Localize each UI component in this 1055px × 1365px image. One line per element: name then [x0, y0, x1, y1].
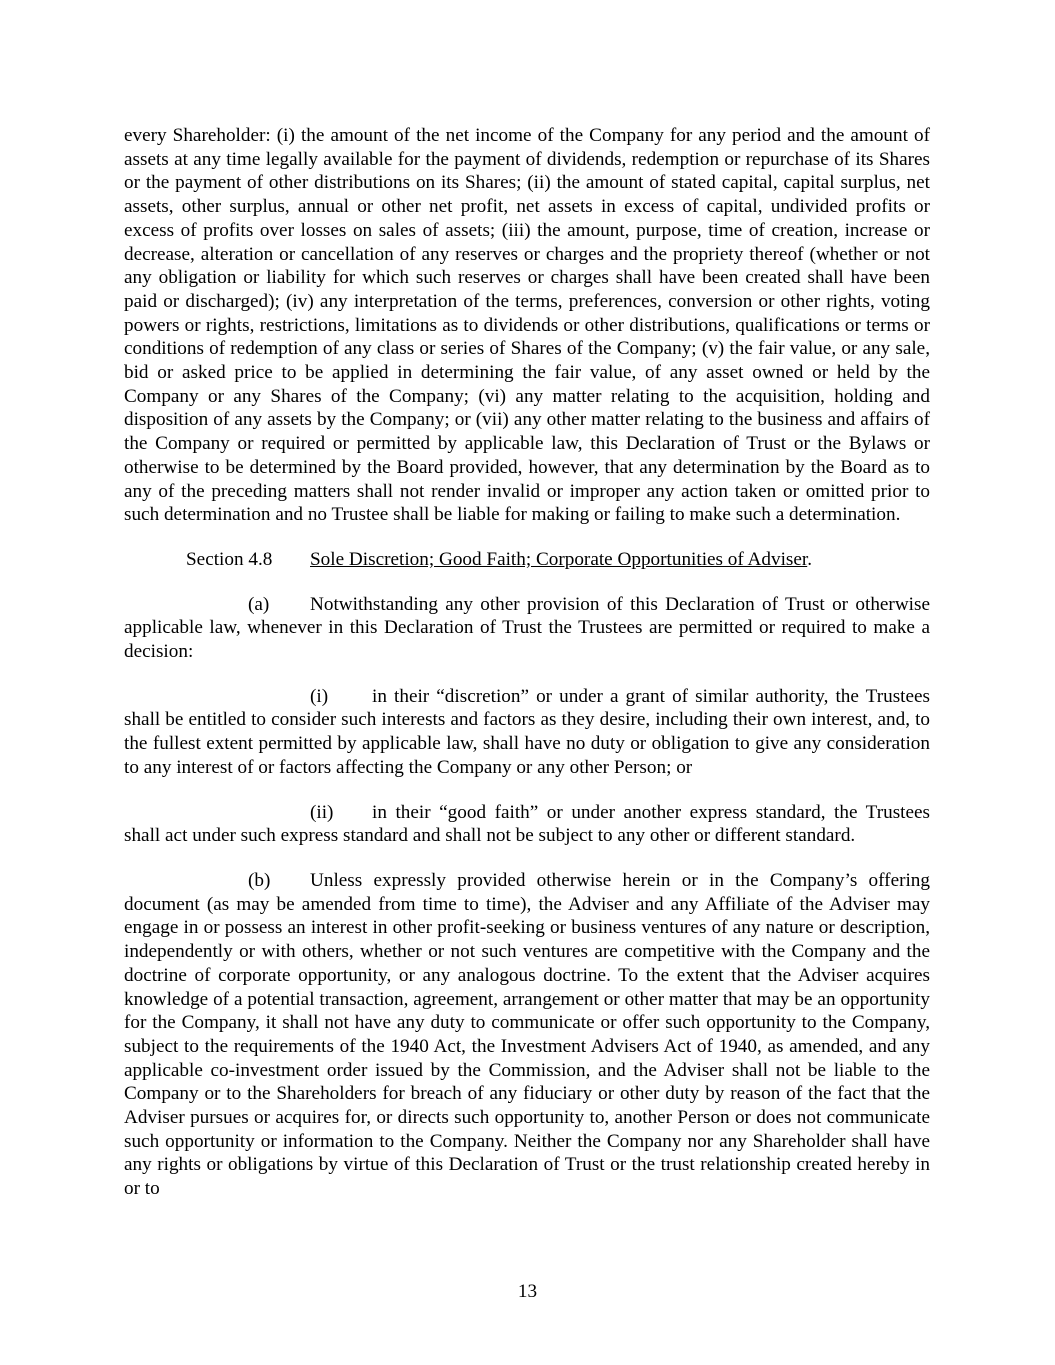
clause-a-text: Notwithstanding any other provision of this Declaration of Trust or otherwise applicable law, whenever in this Declaration of Trust the Trustees are permitted or required to make a decision:: [124, 593, 930, 663]
intro-paragraph: every Shareholder: (i) the amount of the net income of the Company for any period and the amount of assets at any time legally available for the payment of dividends, redemption or repurchase of its Shares or the payment of other distributions on its Shares; (ii) the amount of stated capital, capital surplus, net assets, other surplus, annual or other net profit, net assets in excess of capital, undivided profits or excess of profits over losses on sales of assets; (iii) the amount, purpose, time of creation, increase or decrease, alteration or cancellation of any reserves or charges and the propriety thereof (whether or not any obligation or liability for which such reserves or charges shall have been created shall have been paid or discharged); (iv) any interpretation of the terms, preferences, conversion or other rights, voting powers or rights, restrictions, limitations as to dividends or other distributions, qualifications or terms or conditions of redemption of any class or series of Shares of the Company; (v) the fair value, or any sale, bid or asked price to be applied in determining the fair value, of any asset owned or held by the Company or any Shares of the Company; (vi) any matter relating to the acquisition, holding and disposition of any assets by the Company; or (vii) any other matter relating to the business and affairs of the Company or required or permitted by applicable law, this Declaration of Trust or the Bylaws or otherwise to be determined by the Board provided, however, that any determination by the Board as to any of the preceding matters shall not render invalid or improper any action taken or omitted prior to such determination and no Trustee shall be liable for making or failing to make such a determination.: [124, 125, 930, 526]
clause-a-i: [124, 685, 930, 780]
clause-a: [124, 593, 930, 664]
clause-b: [124, 869, 930, 1201]
clause-b-text: Unless expressly provided otherwise herein or in the Company’s offering document (as may be amended from time to time), the Adviser and any Affiliate of the Adviser may engage in or possess an interest in other profit-seeking or business ventures of any nature or description, independently or with others, whether or not such ventures are competitive with the Company and the doctrine of corporate opportunity, or any analogous doctrine. To the extent that the Adviser acquires knowledge of a potential transaction, agreement, arrangement or other matter that may be an opportunity for the Company, it shall not have any duty to communicate or offer such opportunity to the Company, subject to the requirements of the 1940 Act, the Investment Advisers Act of 1940, as amended, and any applicable co-investment order issued by the Commission, and the Adviser shall not be liable to the Company or to the Shareholders for breach of any fiduciary or other duty by reason of the fact that the Adviser pursues or acquires for, or directs such opportunity to, another Person or does not communicate such opportunity or information to the Company. Neither the Company nor any Shareholder shall have any rights or obligations by virtue of this Declaration of Trust or the trust relationship created hereby in or to: [124, 869, 930, 1200]
clause-a-ii-marker: (ii): [310, 801, 334, 823]
section-title-period: .: [807, 548, 813, 570]
clause-a-ii-text: in their “good faith” or under another express standard, the Trustees shall act under such express standard and shall not be subject to any other or different standard.: [124, 801, 930, 847]
page-number: 13: [517, 1281, 538, 1302]
clause-a-ii: [124, 801, 930, 848]
clause-a-marker: (a): [248, 593, 270, 615]
clause-a-i-marker: (i): [310, 685, 329, 707]
clause-a-i-text: in their “discretion” or under a grant of similar authority, the Trustees shall be entitled to consider such interests and factors as they desire, including their own interest, and, to the fullest extent permitted by applicable law, shall have no duty or obligation to give any consideration to any interest of or factors affecting the Company or any other Person; or: [124, 685, 930, 778]
section-heading: [124, 548, 930, 572]
section-title: Sole Discretion; Good Faith; Corporate Opportunities of Adviser: [310, 548, 808, 570]
clause-b-marker: (b): [248, 869, 271, 891]
section-number: Section 4.8: [186, 548, 273, 570]
document-body: [124, 124, 930, 1201]
